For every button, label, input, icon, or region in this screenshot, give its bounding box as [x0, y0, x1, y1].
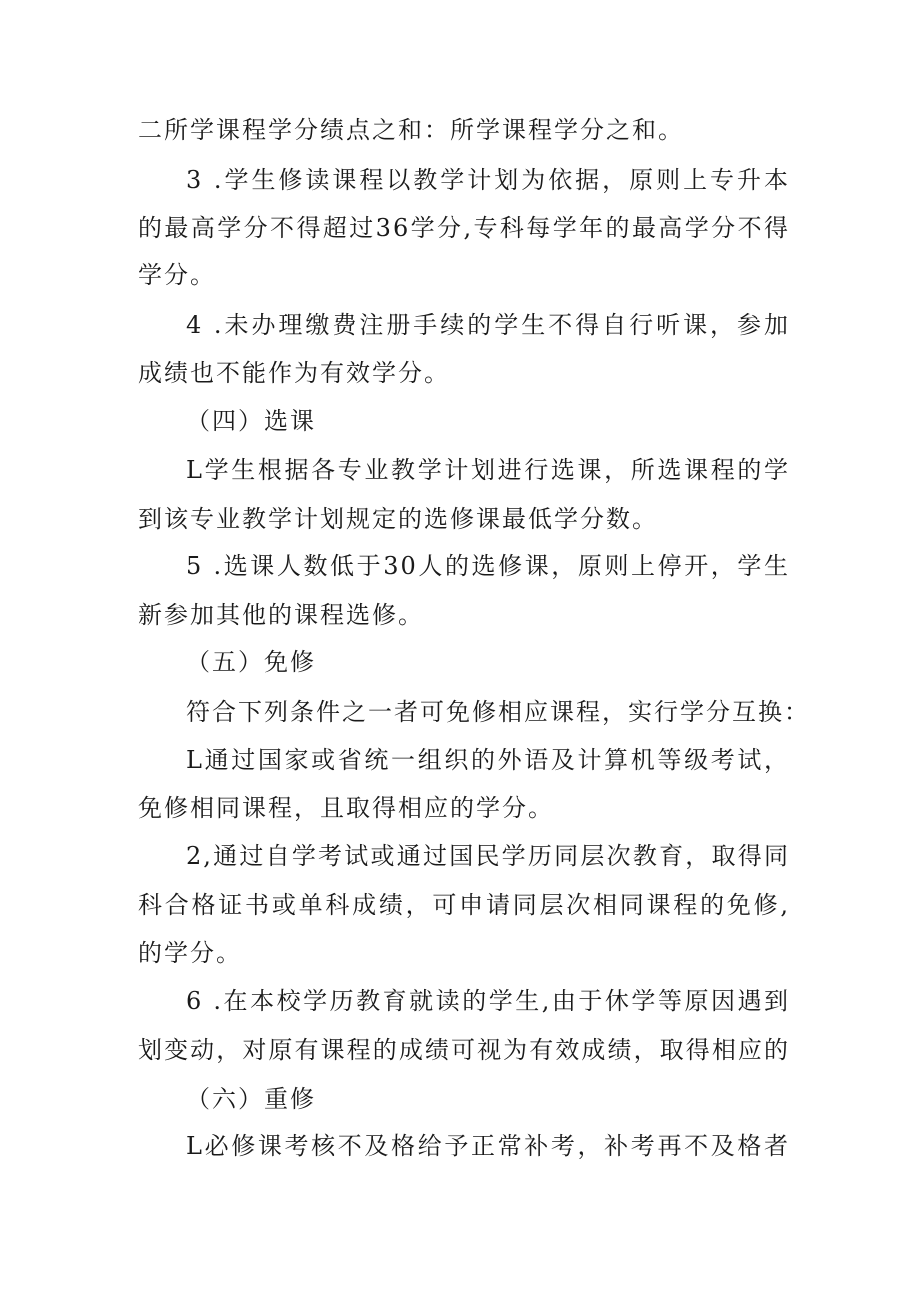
text-line: 学分。: [138, 261, 216, 289]
text-line: 3 .学生修读课程以教学计划为依据，原则上专升本: [186, 166, 790, 194]
text-line: 5 .选课人数低于30人的选修课，原则上停开，学生: [186, 552, 790, 580]
text-line: 新参加其他的课程选修。: [138, 601, 424, 629]
text-line: 免修相同课程，且取得相应的学分。: [138, 794, 554, 822]
text-line: 4 .未办理缴费注册手续的学生不得自行听课，参加: [186, 311, 790, 339]
text-line: 划变动，对原有课程的成绩可视为有效成绩，取得相应的: [138, 1036, 790, 1064]
text-line: L必修课考核不及格给予正常补考，补考再不及格者: [186, 1132, 790, 1160]
text-line: 到该专业教学计划规定的选修课最低学分数。: [138, 505, 658, 533]
text-line: 符合下列条件之一者可免修相应课程，实行学分互换：: [186, 698, 810, 726]
section-heading: （五）免修: [186, 648, 316, 676]
section-heading: （六）重修: [186, 1085, 316, 1113]
section-heading: （四）选课: [186, 407, 316, 435]
text-line: 2,通过自学考试或通过国民学历同层次教育，取得同: [186, 842, 790, 870]
text-line: 二所学课程学分绩点之和：所学课程学分之和。: [138, 116, 684, 144]
text-line: 的最高学分不得超过36学分,专科每学年的最高学分不得: [138, 214, 790, 242]
text-line: 的学分。: [138, 939, 242, 967]
text-line: L学生根据各专业教学计划进行选课，所选课程的学: [186, 456, 790, 484]
text-line: 成绩也不能作为有效学分。: [138, 359, 450, 387]
text-line: L通过国家或省统一组织的外语及计算机等级考试，: [186, 746, 790, 774]
text-line: 6 .在本校学历教育就读的学生,由于休学等原因遇到: [186, 987, 790, 1015]
text-line: 科合格证书或单科成绩，可申请同层次相同课程的免修,: [138, 891, 790, 919]
